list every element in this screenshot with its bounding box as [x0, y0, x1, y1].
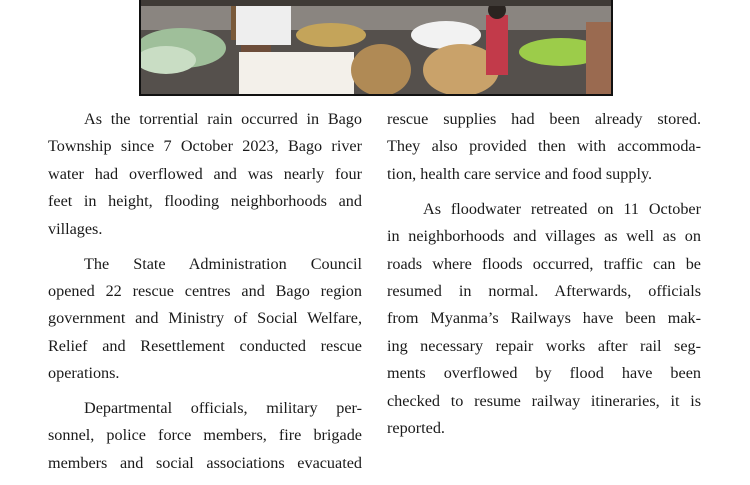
market-photo	[139, 0, 613, 96]
text-line: They also provided then with accommoda-	[387, 137, 701, 156]
paragraph-supplies	[387, 106, 701, 188]
text-line: from Myanma’s Railways have been mak-	[387, 309, 701, 328]
text-line: As the torrential rain occurred in Bago	[84, 110, 362, 128]
paragraph-rain	[48, 106, 362, 243]
text-line: villages.	[48, 219, 103, 238]
paragraph-floodwater	[387, 196, 701, 443]
text-line: in neighborhoods and villages as well as on	[387, 227, 701, 246]
text-line: resumed in normal. Afterwards, officials	[387, 281, 701, 300]
text-line: feet in height, flooding neighborhoods and	[48, 192, 362, 211]
text-line: As floodwater retreated on 11 October	[423, 199, 701, 218]
text-line: tion, health care service and food supply.	[387, 164, 653, 183]
market-scene-photo	[141, 0, 613, 96]
text-line: Township since 7 October 2023, Bago river	[48, 137, 362, 156]
text-line: ing necessary repair works after rail seg-	[387, 336, 701, 355]
text-line: The State Administration Council	[84, 254, 362, 273]
text-line: water had overflowed and was nearly four	[48, 164, 362, 183]
text-line: rescue supplies had been already stored.	[387, 110, 701, 128]
text-line: government and Ministry of Social Welfare,	[48, 309, 362, 328]
text-line: sonnel, police force members, fire brigade	[48, 426, 362, 445]
left-column	[48, 106, 362, 485]
text-line: members and social associations evacuated	[48, 453, 362, 472]
text-line: checked to resume railway itineraries, it is	[387, 391, 701, 410]
text-line: Relief and Resettlement conducted rescue	[48, 336, 362, 355]
text-line: ments overflowed by flood have been	[387, 364, 701, 383]
text-line: reported.	[387, 418, 445, 437]
text-line: opened 22 rescue centres and Bago region	[48, 281, 362, 300]
text-line: roads where floods occurred, traffic can be	[387, 254, 701, 273]
paragraph-council	[48, 251, 362, 388]
text-line: operations.	[48, 364, 120, 383]
right-column	[387, 106, 701, 450]
text-line: Departmental officials, military per-	[84, 399, 362, 418]
paragraph-officials	[48, 395, 362, 477]
